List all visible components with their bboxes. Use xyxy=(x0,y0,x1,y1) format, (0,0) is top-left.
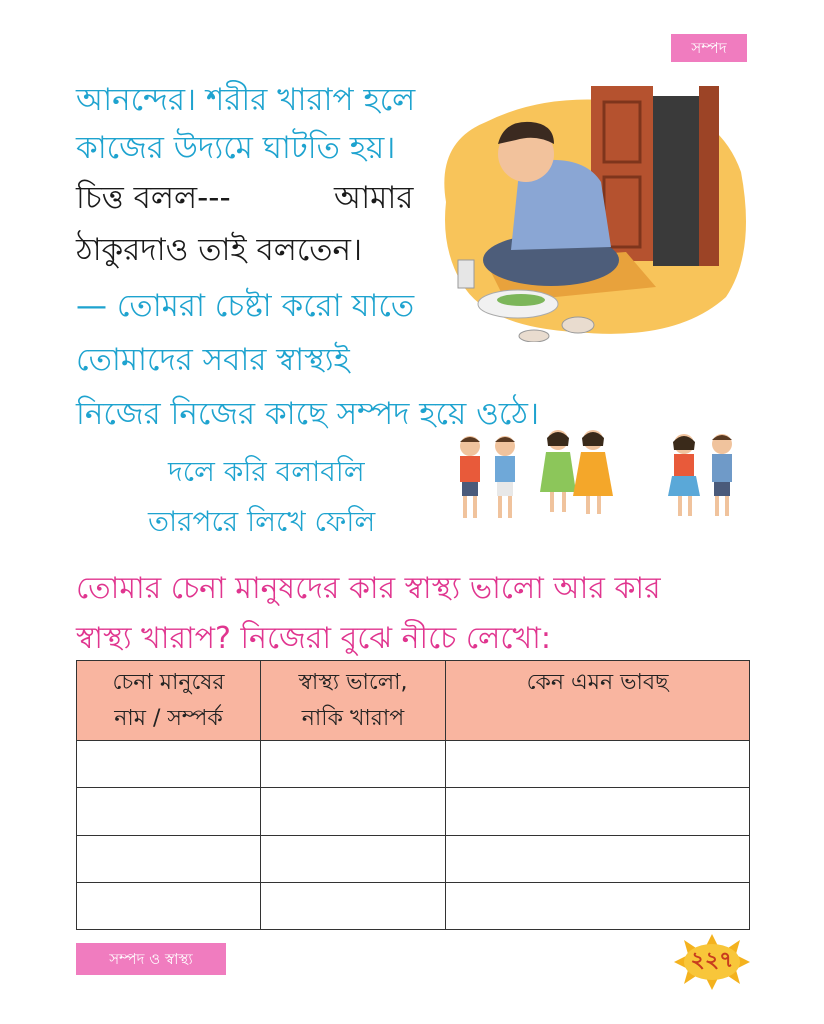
text-line-7: নিজের নিজের কাছে সম্পদ হয়ে ওঠে। xyxy=(76,396,540,432)
text-line-2: কাজের উদ্যমে ঘাটতি হয়। xyxy=(76,130,396,166)
table-row xyxy=(77,788,750,835)
table-cell[interactable] xyxy=(446,741,750,788)
boy-eating-illustration xyxy=(426,82,748,342)
table-cell[interactable] xyxy=(261,788,446,835)
question-line-1: তোমার চেনা মানুষদের কার স্বাস্থ্য ভালো আর কার xyxy=(76,571,661,606)
header-reason xyxy=(446,661,750,741)
header-known-person-line-1: চেনা মানুষের xyxy=(112,670,225,695)
text-line-3-start: চিত্ত বলল--- xyxy=(76,180,231,216)
table-row xyxy=(77,882,750,929)
header-known-person xyxy=(77,661,261,741)
table-cell[interactable] xyxy=(261,835,446,882)
header-health-status-line-2: নাকি খারাপ xyxy=(301,706,405,731)
table-row xyxy=(77,835,750,882)
health-table xyxy=(76,660,750,930)
table-row xyxy=(77,741,750,788)
text-line-3-end: আমার xyxy=(334,180,414,216)
header-known-person-line-2: নাম / সম্পর্ক xyxy=(114,706,223,731)
table-cell[interactable] xyxy=(77,835,261,882)
text-line-5: — তোমরা চেষ্টা করো যাতে xyxy=(76,288,415,324)
chant-line-2: তারপরে লিখে ফেলি xyxy=(148,505,376,538)
text-line-6: তোমাদের সবার স্বাস্থ্যই xyxy=(76,342,350,378)
table-cell[interactable] xyxy=(261,882,446,929)
chapter-tag: সম্পদ xyxy=(671,34,747,62)
table-cell[interactable] xyxy=(446,882,750,929)
table-cell[interactable] xyxy=(446,788,750,835)
question-line-2: স্বাস্থ্য খারাপ? নিজেরা বুঝে নীচে লেখো: xyxy=(76,621,551,656)
chant-line-1: দলে করি বলাবলি xyxy=(168,455,365,488)
header-health-status-line-1: স্বাস্থ্য ভালো, xyxy=(298,670,408,695)
table-cell[interactable] xyxy=(77,741,261,788)
table-cell[interactable] xyxy=(77,788,261,835)
text-line-4: ঠাকুরদাও তাই বলতেন। xyxy=(76,232,363,268)
header-reason-label: কেন এমন ভাবছ xyxy=(526,670,669,695)
table-header-row xyxy=(77,661,750,741)
table-cell[interactable] xyxy=(77,882,261,929)
header-health-status xyxy=(261,661,446,741)
table-cell[interactable] xyxy=(446,835,750,882)
chapter-footer-tag: সম্পদ ও স্বাস্থ্য xyxy=(76,943,226,975)
children-talking-illustration xyxy=(450,426,748,526)
table-cell[interactable] xyxy=(261,741,446,788)
text-line-1: আনন্দের। শরীর খারাপ হলে xyxy=(76,82,416,118)
page-number: ২২৭ xyxy=(690,948,734,973)
